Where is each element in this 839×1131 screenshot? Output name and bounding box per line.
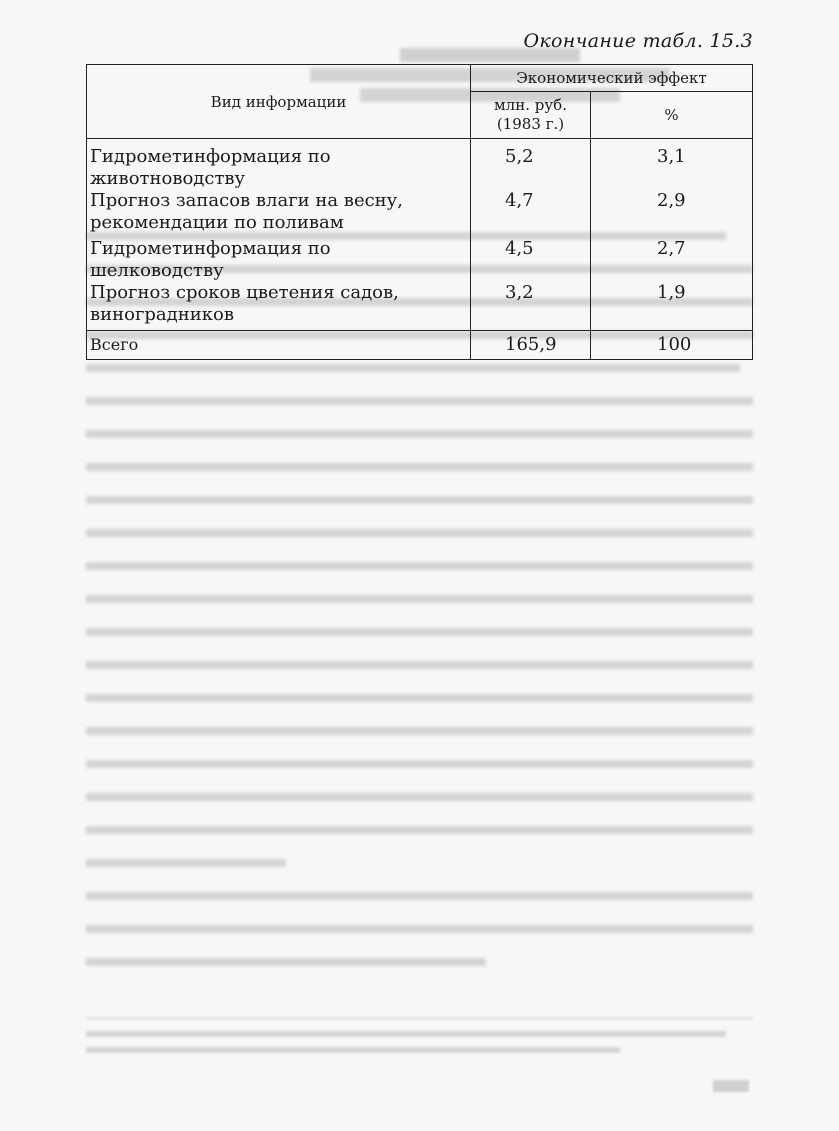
- economic-effect-table: [86, 64, 753, 360]
- table-row: [87, 238, 753, 282]
- total-row: [87, 331, 753, 360]
- row-name: Гидрометинформация по животноводству: [87, 139, 471, 191]
- table-caption: Окончание табл. 15.3: [523, 30, 753, 52]
- row-pct: 1,9: [591, 282, 753, 326]
- bleed-through-footnote: [86, 1018, 753, 1053]
- header-economic-effect: Экономический эффект: [471, 65, 753, 92]
- row-mln: 3,2: [471, 282, 591, 326]
- row-pct: 2,9: [591, 190, 753, 234]
- total-mln: 165,9: [471, 331, 591, 360]
- row-name: Прогноз сроков цветения садов, виноградников: [87, 282, 471, 326]
- header-percent: %: [591, 92, 753, 139]
- row-name: Гидрометинформация по шелководству: [87, 238, 471, 282]
- row-mln: 4,5: [471, 238, 591, 282]
- table-row: [87, 282, 753, 326]
- bleed-through-page-number: [713, 1080, 749, 1092]
- table-row: [87, 190, 753, 234]
- row-mln: 4,7: [471, 190, 591, 234]
- row-pct: 3,1: [591, 139, 753, 191]
- header-mln-rub: млн. руб. (1983 г.): [471, 92, 591, 139]
- row-name: Прогноз запасов влаги на весну, рекомендации по поливам: [87, 190, 471, 234]
- row-mln: 5,2: [471, 139, 591, 191]
- header-info-type: Вид информации: [87, 65, 471, 139]
- row-pct: 2,7: [591, 238, 753, 282]
- table-row: [87, 139, 753, 191]
- total-pct: 100: [591, 331, 753, 360]
- total-label: Всего: [87, 331, 471, 360]
